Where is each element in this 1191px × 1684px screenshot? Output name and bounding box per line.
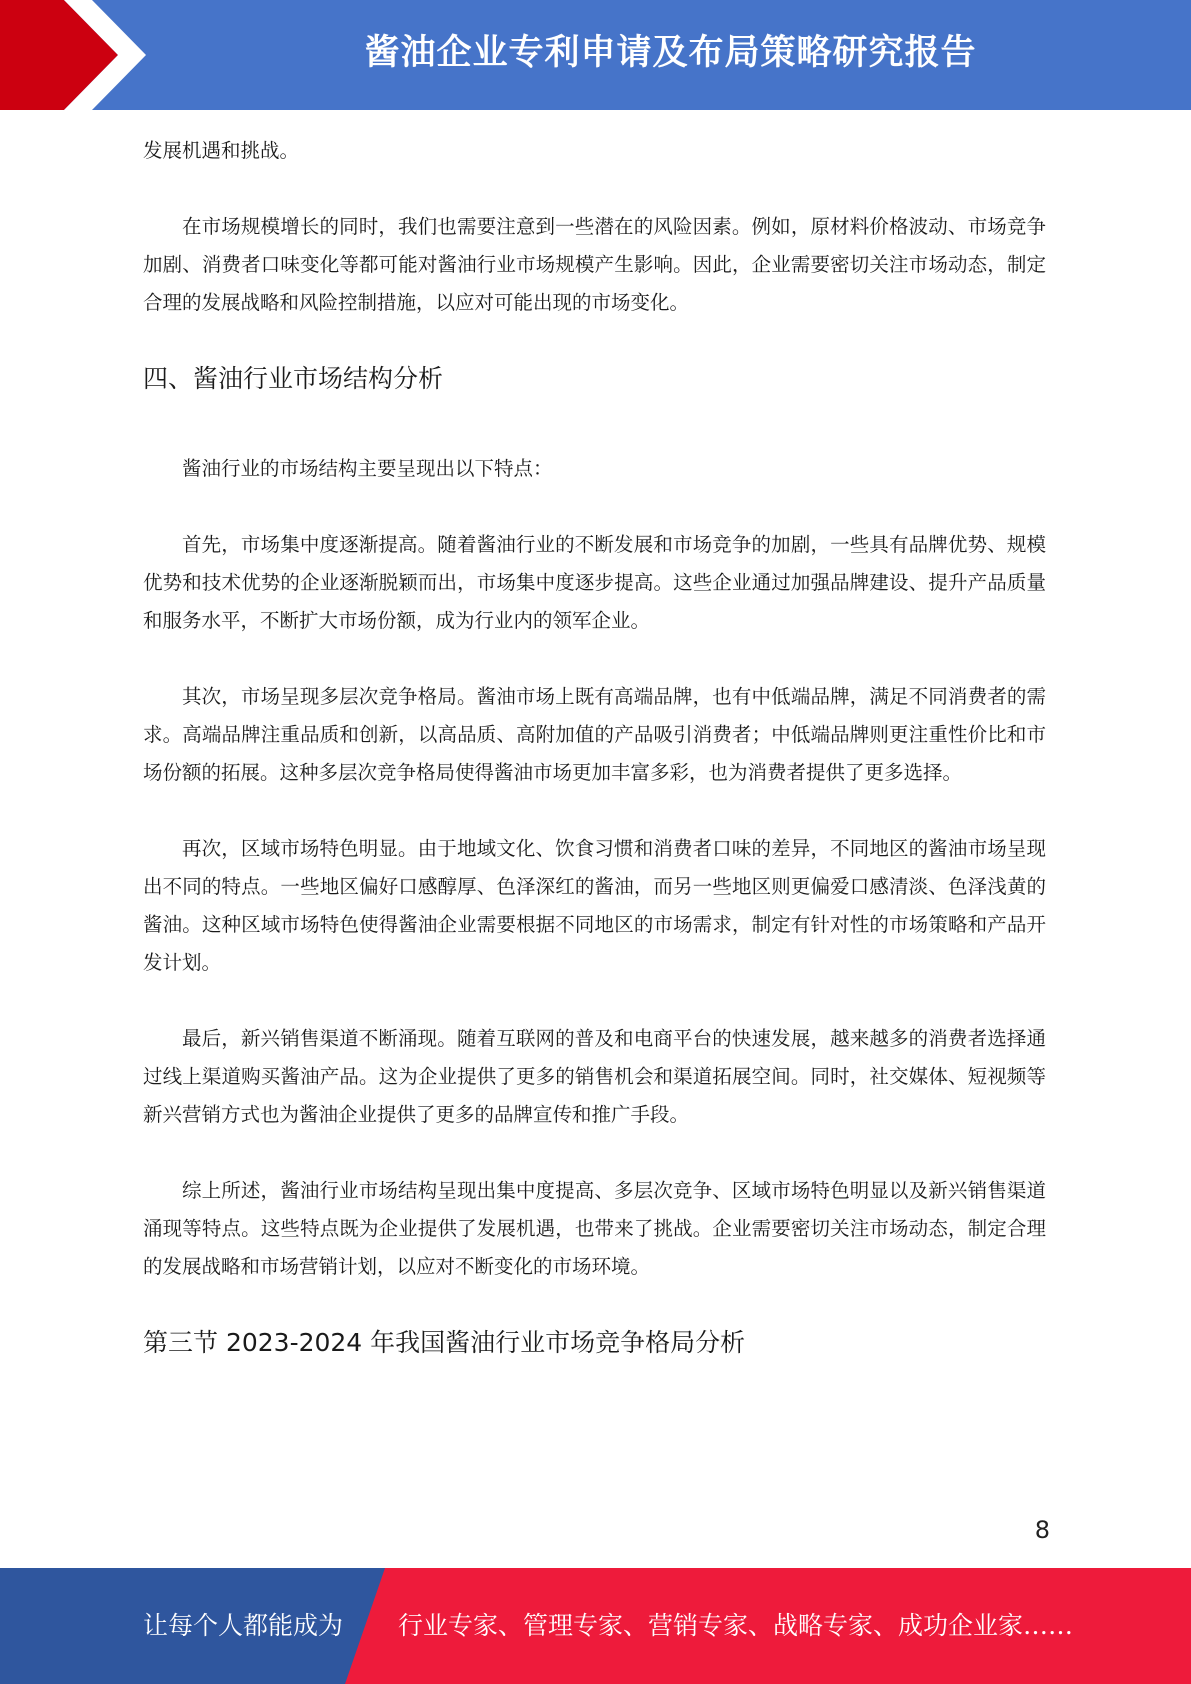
footer-slogan-right: 行业专家、管理专家、营销专家、战略专家、成功企业家…… (398, 1611, 1074, 1640)
paragraph-regional: 再次，区域市场特色明显。由于地域文化、饮食习惯和消费者口味的差异，不同地区的酱油市场呈现出不同的特点。一些地区偏好口感醇厚、色泽深红的酱油，而另一些地区则更偏爱口感清淡、色泽浅黄的酱油。这种区域市场特色使得酱油企业需要根据不同地区的市场需求，制定有针对性的市场策略和产品开发计划。 (143, 837, 1046, 974)
paragraph-structure-intro: 酱油行业的市场结构主要呈现出以下特点： (182, 457, 553, 480)
page-header (0, 0, 1191, 110)
section-heading-competition: 第三节 2023-2024 年我国酱油行业市场竞争格局分析 (143, 1328, 746, 1357)
page-number: 8 (1034, 1516, 1050, 1544)
page-footer (0, 1568, 1191, 1684)
paragraph-concentration: 首先，市场集中度逐渐提高。随着酱油行业的不断发展和市场竞争的加剧，一些具有品牌优势、规模优势和技术优势的企业逐渐脱颖而出，市场集中度逐步提高。这些企业通过加强品牌建设、提升产品质量和服务水平，不断扩大市场份额，成为行业内的领军企业。 (143, 533, 1046, 632)
paragraph-summary: 综上所述，酱油行业市场结构呈现出集中度提高、多层次竞争、区域市场特色明显以及新兴销售渠道涌现等特点。这些特点既为企业提供了发展机遇，也带来了挑战。企业需要密切关注市场动态，制定合理的发展战略和市场营销计划，以应对不断变化的市场环境。 (143, 1179, 1046, 1278)
paragraph-continuation: 发展机遇和挑战。 (143, 139, 300, 162)
paragraph-new-channels: 最后，新兴销售渠道不断涌现。随着互联网的普及和电商平台的快速发展，越来越多的消费者选择通过线上渠道购买酱油产品。这为企业提供了更多的销售机会和渠道拓展空间。同时，社交媒体、短视频等新兴营销方式也为酱油企业提供了更多的品牌宣传和推广手段。 (143, 1027, 1046, 1126)
paragraph-multi-level: 其次，市场呈现多层次竞争格局。酱油市场上既有高端品牌，也有中低端品牌，满足不同消费者的需求。高端品牌注重品质和创新，以高品质、高附加值的产品吸引消费者；中低端品牌则更注重性价比和市场份额的拓展。这种多层次竞争格局使得酱油市场更加丰富多彩，也为消费者提供了更多选择。 (143, 685, 1046, 784)
header-arrow-decoration (0, 0, 150, 110)
paragraph-risk-factors: 在市场规模增长的同时，我们也需要注意到一些潜在的风险因素。例如，原材料价格波动、市场竞争加剧、消费者口味变化等都可能对酱油行业市场规模产生影响。因此，企业需要密切关注市场动态，制定合理的发展战略和风险控制措施，以应对可能出现的市场变化。 (143, 215, 1046, 314)
footer-slogan-left: 让每个人都能成为 (143, 1611, 344, 1640)
section-heading-market-structure: 四、酱油行业市场结构分析 (143, 364, 444, 393)
page-content (143, 132, 1046, 1362)
report-title: 酱油企业专利申请及布局策略研究报告 (364, 33, 977, 73)
